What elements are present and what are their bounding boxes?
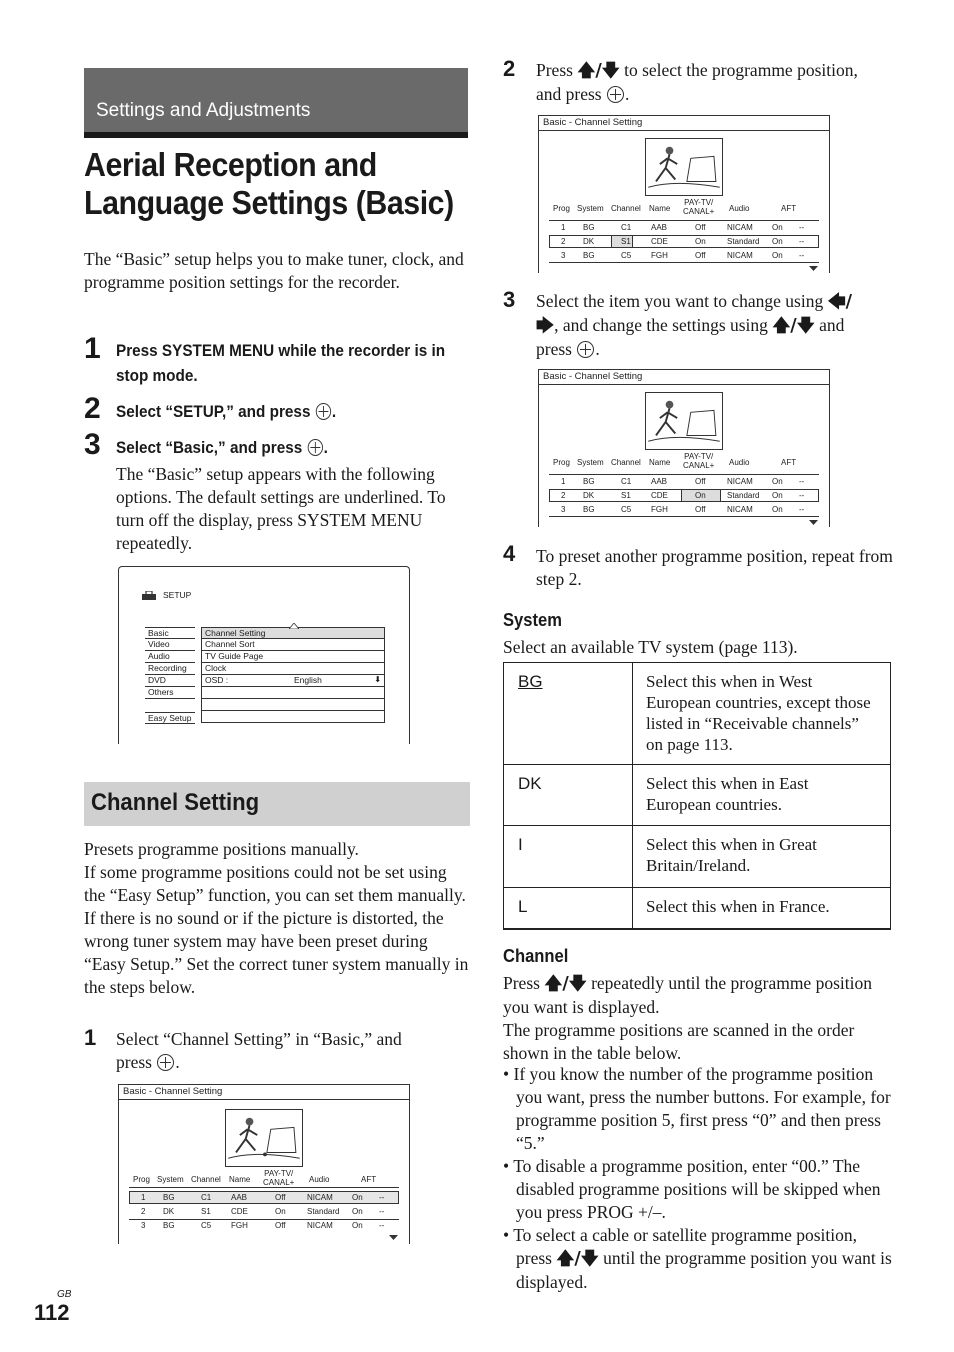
enter-icon [307, 439, 322, 456]
step-text: Select “Channel Setting” in “Basic,” and press . [116, 1029, 402, 1072]
setup-title: SETUP [163, 590, 192, 600]
step-description: The “Basic” setup appears with the following options. The default settings are underlined. To turn off the display, press SYSTEM MENU repeatedly. [116, 464, 446, 553]
step-number: 4 [503, 541, 516, 566]
system-heading: System [503, 610, 562, 630]
submenu-clock[interactable]: Clock [201, 663, 385, 675]
step-text: Select the item you want to change using 🡄/ 🡆, and change the settings using 🡅/🡇 and press . [536, 291, 853, 359]
menu-item-dvd[interactable]: DVD [145, 675, 195, 687]
enter-icon [316, 403, 331, 420]
scroll-down-icon [809, 520, 818, 525]
table-row: L Select this when in France. [504, 888, 891, 929]
section-header [84, 68, 468, 138]
screen-title: Basic - Channel Setting [119, 1085, 409, 1100]
page-suffix: GB [57, 1289, 72, 1300]
intro-text: The “Basic” setup helps you to make tuner, clock, and programme position settings for the recorder. [84, 249, 464, 292]
page-number: 112 [34, 1300, 70, 1325]
list-item: • To disable a programme position, enter “00.” The disabled programme positions will be skipped when you press PROG +/–. [503, 1156, 881, 1222]
step-number: 3 [84, 428, 101, 461]
step-text: To preset another programme position, repeat from step 2. [536, 546, 893, 589]
channel-setting-screen: Basic - Channel Setting Prog System Channel Name PAY-TV/ CANAL+ Audio AFT 1 BG C1 AAB Off NICAM On -- 2 DK S1 CDE On Standard On -- 3 BG C5 FGH Off NICAM On -- [538, 115, 830, 273]
setup-left-menu [145, 627, 195, 724]
submenu-channel-sort[interactable]: Channel Sort [201, 639, 385, 651]
channel-setting-screen: Basic - Channel Setting Prog System Channel Name PAY-TV/ CANAL+ Audio AFT 1 BG C1 AAB Off NICAM On -- 2 DK S1 CDE On Standard On -- 3 BG C5 FGH Off NICAM On -- [118, 1084, 410, 1244]
list-item: • To select a cable or satellite programme position, press 🡅/🡇 until the programme position you want is displayed. [503, 1225, 892, 1292]
menu-item-video[interactable]: Video [145, 639, 195, 651]
system-table [503, 662, 891, 930]
step-number: 2 [503, 56, 516, 81]
table-row: BG Select this when in West European countries, except those listed in “Receivable channels” on page 113. [504, 663, 891, 765]
channel-heading: Channel [503, 946, 569, 966]
step-number: 3 [503, 287, 516, 312]
step-text: Press 🡅/🡇 to select the programme position, and press . [536, 60, 858, 104]
channel-description: Presets programme positions manually. If some programme positions could not be set using the “Easy Setup” function, you can set them manually. If there is no sound or if the picture is distorted, the wrong tuner system may have been preset during “Easy Setup.” Set the correct tuner system manually in the steps below. [84, 839, 469, 997]
list-item: • If you know the number of the programme position you want, press the number buttons. For example, for programme position 5, first press “0” and then press “5.” [503, 1064, 891, 1153]
scroll-down-icon [809, 266, 818, 271]
channel-text: Press 🡅/🡇 repeatedly until the programme position you want is displayed. The programme positions are scanned in the order shown in the table below. [503, 973, 872, 1063]
picture-preview-icon [645, 138, 723, 196]
system-description: Select an available TV system (page 113). [503, 637, 798, 657]
picture-preview-icon [225, 1109, 303, 1167]
scroll-down-icon [389, 1235, 398, 1240]
menu-item-audio[interactable]: Audio [145, 651, 195, 663]
channel-setting-heading: Channel Setting [84, 782, 470, 826]
channel-setting-screen: Basic - Channel Setting Prog System Channel Name PAY-TV/ CANAL+ Audio AFT 1 BG C1 AAB Off NICAM On -- 2 DK S1 CDE On Standard On -- 3 BG C5 FGH Off NICAM On -- [538, 369, 830, 527]
table-row: DK Select this when in East European countries. [504, 765, 891, 826]
step-number: 2 [84, 392, 101, 425]
arrow-up-icon [289, 623, 299, 629]
submenu-tv-guide-page[interactable]: TV Guide Page [201, 651, 385, 663]
step-text: Select “Basic,” and press . [116, 438, 328, 457]
menu-item-others[interactable]: Others [145, 687, 195, 699]
setup-right-menu [201, 627, 385, 723]
enter-icon [607, 86, 624, 103]
picture-preview-icon [645, 392, 723, 450]
step-number: 1 [84, 1025, 97, 1050]
menu-item-recording[interactable]: Recording [145, 663, 195, 675]
osd-value: English [294, 675, 322, 685]
step-number: 1 [84, 332, 101, 365]
table-row: I Select this when in Great Britain/Ireland. [504, 826, 891, 888]
arrow-down-icon: ⬇ [374, 675, 381, 684]
menu-item-basic[interactable]: Basic [145, 627, 195, 639]
step-text: Press SYSTEM MENU while the recorder is in stop mode. [116, 341, 446, 385]
step-text: Select “SETUP,” and press . [116, 402, 337, 421]
enter-icon [577, 341, 594, 358]
setup-toolbox-icon [141, 591, 157, 601]
submenu-channel-setting[interactable]: Channel Setting [201, 627, 385, 639]
menu-item-easy-setup[interactable]: Easy Setup [145, 712, 195, 724]
submenu-osd[interactable]: OSD : English ⬇ [201, 675, 385, 687]
setup-screen [118, 566, 410, 744]
section-label: Settings and Adjustments [96, 100, 311, 121]
page-title: Aerial Reception and Language Settings (Basic) [84, 146, 454, 221]
enter-icon [157, 1054, 174, 1071]
bullet-list [503, 1063, 893, 1294]
